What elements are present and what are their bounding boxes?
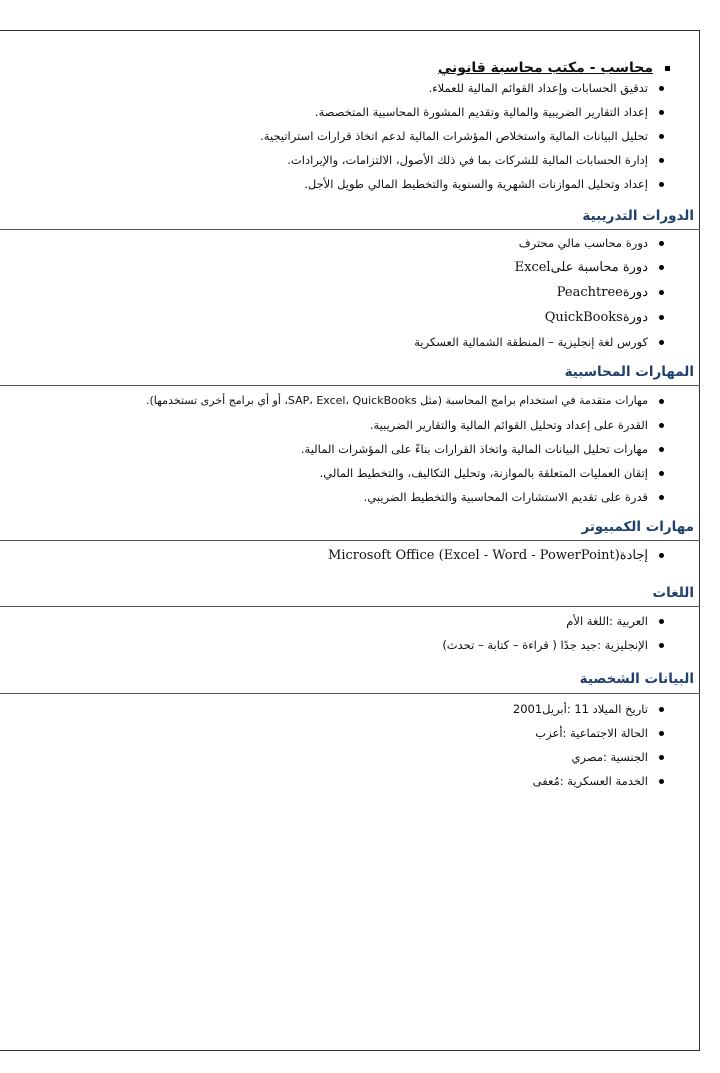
bullet-icon (659, 265, 664, 270)
section-title-training: الدورات التدريبية (582, 208, 694, 224)
section-title-personal: البيانات الشخصية (579, 671, 694, 687)
list-item: تحليل البيانات المالية واستخلاص المؤشرات المالية لدعم اتخاذ قرارات استراتيجية. (30, 124, 670, 148)
job-title: محاسب - مكتب محاسبة قانوني (437, 60, 653, 76)
section-divider (0, 229, 700, 230)
list-item: دورة محاسبة علىExcel (0, 255, 670, 280)
bullet-icon (659, 779, 664, 784)
list-item: مهارات تحليل البيانات المالية واتخاذ القرارات بناءً على المؤشرات المالية. (0, 437, 670, 461)
list-item: تاريخ الميلاد 11 :أبريل2001 (0, 697, 670, 721)
list-item: إتقان العمليات المتعلقة بالموازنة، وتحليل التكاليف، والتخطيط المالي. (0, 461, 670, 485)
languages-section (0, 609, 670, 657)
accounting-skills-list (0, 389, 670, 509)
list-item: إجادةMicrosoft Office (Excel - Word - PowerPoint) (0, 543, 670, 568)
bullet-icon (659, 182, 664, 187)
section-divider (0, 385, 700, 386)
bullet-icon (659, 290, 664, 295)
bullet-icon (659, 619, 664, 624)
list-item: القدرة على إعداد وتحليل القوائم المالية والتقارير الضريبية. (0, 413, 670, 437)
list-item: دورةPeachtree (0, 280, 670, 305)
personal-list (0, 697, 670, 793)
bullet-icon (659, 471, 664, 476)
section-divider (0, 540, 700, 541)
section-title-accounting-skills: المهارات المحاسبية (564, 364, 694, 380)
bullet-icon (659, 755, 664, 760)
training-list (0, 231, 670, 354)
square-bullet-icon (665, 66, 670, 71)
bullet-icon (659, 340, 664, 345)
list-item: كورس لغة إنجليزية – المنطقة الشمالية العسكرية (0, 330, 670, 354)
job-duties-list (30, 76, 670, 196)
page-border-top (0, 30, 700, 31)
bullet-icon (659, 731, 664, 736)
bullet-icon (659, 241, 664, 246)
computer-skills-list (0, 543, 670, 568)
bullet-icon (659, 110, 664, 115)
bullet-icon (659, 315, 664, 320)
list-item: الحالة الاجتماعية :أعزب (0, 721, 670, 745)
section-title-computer-skills: مهارات الكمبيوتر (581, 519, 694, 535)
section-divider (0, 606, 700, 607)
bullet-icon (659, 707, 664, 712)
list-item: دورةQuickBooks (0, 305, 670, 330)
section-divider (0, 693, 700, 694)
languages-list (0, 609, 670, 657)
list-item: قدرة على تقديم الاستشارات المحاسبية والتخطيط الضريبي. (0, 485, 670, 509)
accounting-skills-section (0, 389, 670, 509)
list-item: دورة محاسب مالي محترف (0, 231, 670, 255)
list-item: مهارات متقدمة في استخدام برامج المحاسبة (مثل SAP، Excel، QuickBooks، أو أي برامج أخرى تستخدمها). (0, 389, 670, 413)
job-title-row (30, 58, 670, 78)
page-border-bottom (0, 1050, 700, 1051)
personal-section (0, 697, 670, 793)
bullet-icon (659, 447, 664, 452)
computer-skills-section (0, 543, 670, 568)
bullet-icon (659, 86, 664, 91)
list-item: إعداد التقارير الضريبية والمالية وتقديم المشورة المحاسبية المتخصصة. (30, 100, 670, 124)
list-item: إعداد وتحليل الموازنات الشهرية والسنوية والتخطيط المالي طويل الأجل. (30, 172, 670, 196)
list-item: تدقيق الحسابات وإعداد القوائم المالية للعملاء. (30, 76, 670, 100)
list-item: إدارة الحسابات المالية للشركات بما في ذلك الأصول، الالتزامات، والإيرادات. (30, 148, 670, 172)
section-title-languages: اللغات (652, 585, 694, 601)
bullet-icon (659, 423, 664, 428)
bullet-icon (659, 134, 664, 139)
list-item: الخدمة العسكرية :مُعفى (0, 769, 670, 793)
list-item: الجنسية :مصري (0, 745, 670, 769)
job-experience (30, 58, 670, 196)
bullet-icon (659, 158, 664, 163)
training-section (0, 231, 670, 354)
bullet-icon (659, 399, 664, 404)
bullet-icon (659, 495, 664, 500)
list-item: العربية :اللغة الأم (0, 609, 670, 633)
list-item: الإنجليزية :جيد جدًا ( قراءة – كتابة – تحدث) (0, 633, 670, 657)
bullet-icon (659, 643, 664, 648)
bullet-icon (659, 553, 664, 558)
